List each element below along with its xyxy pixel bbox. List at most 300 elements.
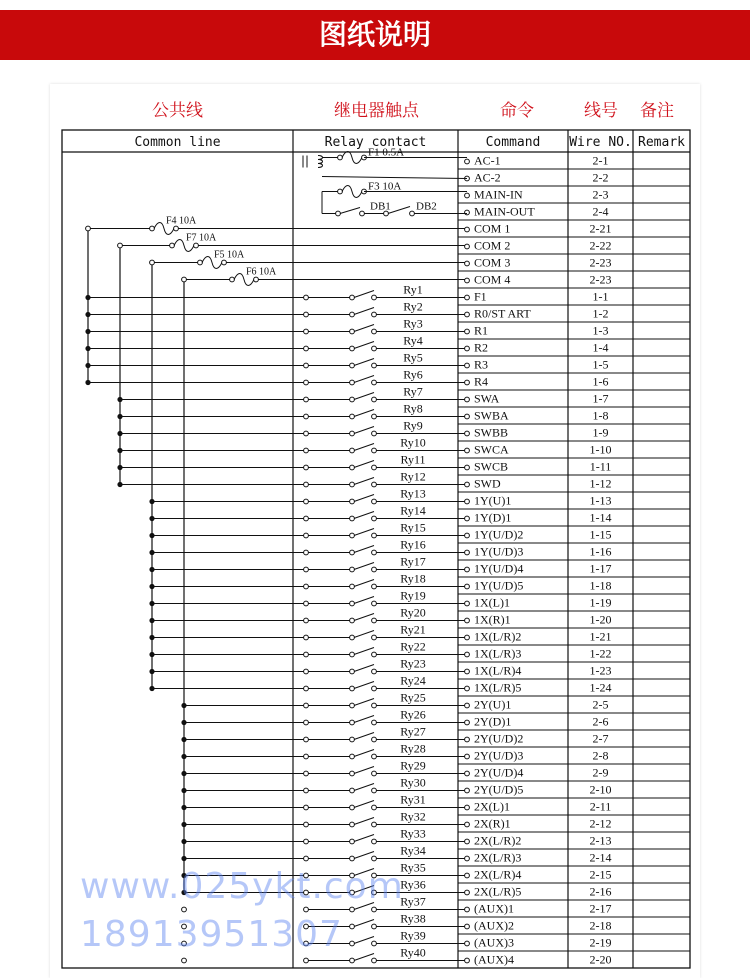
relay-terminal-icon — [350, 397, 355, 402]
relay-terminal-icon — [372, 941, 377, 946]
label: COM 2 — [474, 238, 511, 253]
fuse-terminal-icon — [174, 226, 179, 231]
relay-switch-blade-icon — [354, 648, 374, 655]
relay-terminal-icon — [372, 601, 377, 606]
relay-terminal-icon — [372, 465, 377, 470]
relay-switch-blade-icon — [354, 733, 374, 740]
relay-terminal-icon — [350, 363, 355, 368]
relay-label: Ry30 — [400, 775, 426, 790]
label: AC-1 — [474, 153, 501, 168]
relay-terminal-icon — [304, 431, 309, 436]
command-terminal-icon — [465, 159, 470, 164]
relay-label: Ry20 — [400, 605, 426, 620]
relay-terminal-icon — [350, 499, 355, 504]
relay-terminal-icon — [350, 652, 355, 657]
label: R1 — [474, 323, 489, 338]
relay-terminal-icon — [350, 754, 355, 759]
relay-terminal-icon — [372, 618, 377, 623]
label: 1-20 — [589, 612, 612, 627]
relay-terminal-icon — [372, 771, 377, 776]
label: DB2 — [416, 200, 437, 213]
relay-terminal-icon — [350, 312, 355, 317]
cn-header-common: 公共线 — [152, 101, 203, 121]
relay-switch-blade-icon — [354, 920, 374, 927]
label: DB1 — [370, 200, 391, 213]
command-terminal-icon — [465, 312, 470, 317]
relay-terminal-icon — [350, 618, 355, 623]
common-terminal-icon — [150, 260, 155, 265]
relay-terminal-icon — [350, 380, 355, 385]
relay-label: Ry19 — [400, 588, 426, 603]
label: 1-3 — [592, 323, 609, 338]
label: 1-10 — [589, 442, 612, 457]
label: 2Y(U/D)3 — [474, 748, 524, 763]
relay-terminal-icon — [350, 669, 355, 674]
relay-terminal-icon — [304, 397, 309, 402]
label: 2X(L/R)3 — [474, 850, 522, 865]
relay-terminal-icon — [372, 924, 377, 929]
label: SWD — [474, 476, 501, 491]
relay-terminal-icon — [372, 822, 377, 827]
relay-label: Ry6 — [403, 367, 423, 382]
common-terminal-icon — [118, 243, 123, 248]
relay-terminal-icon — [372, 363, 377, 368]
relay-terminal-icon — [350, 686, 355, 691]
label: 2-4 — [592, 204, 609, 219]
relay-terminal-icon — [350, 295, 355, 300]
fuse-terminal-icon — [198, 260, 203, 265]
relay-terminal-icon — [304, 380, 309, 385]
fuse-terminal-icon — [230, 277, 235, 282]
relay-terminal-icon — [372, 431, 377, 436]
label: F3 10A — [368, 180, 402, 193]
label: 1X(L)1 — [474, 595, 510, 610]
label: 2-1 — [592, 153, 609, 168]
label: 2-10 — [589, 782, 612, 797]
relay-label: Ry15 — [400, 520, 426, 535]
switch-blade-icon — [340, 208, 360, 214]
label: 2X(R)1 — [474, 816, 511, 831]
relay-terminal-icon — [372, 788, 377, 793]
relay-switch-blade-icon — [354, 682, 374, 689]
relay-switch-blade-icon — [354, 393, 374, 400]
common-terminal-icon — [182, 907, 187, 912]
label: 2-17 — [589, 901, 612, 916]
relay-terminal-icon — [304, 499, 309, 504]
relay-label: Ry36 — [400, 877, 426, 892]
relay-label: Ry1 — [403, 282, 423, 297]
relay-switch-blade-icon — [354, 580, 374, 587]
label: COM 4 — [474, 272, 511, 287]
coil-icon — [318, 156, 323, 168]
label: 2-3 — [592, 187, 609, 202]
relay-label: Ry35 — [400, 860, 426, 875]
label: 2-14 — [589, 850, 612, 865]
command-terminal-icon — [465, 380, 470, 385]
relay-terminal-icon — [350, 329, 355, 334]
fuse-terminal-icon — [338, 189, 343, 194]
label: AC-2 — [474, 170, 501, 185]
relay-terminal-icon — [304, 941, 309, 946]
relay-label: Ry38 — [400, 911, 426, 926]
relay-terminal-icon — [350, 635, 355, 640]
label: 2-9 — [592, 765, 609, 780]
relay-terminal-icon — [350, 788, 355, 793]
command-terminal-icon — [465, 686, 470, 691]
relay-terminal-icon — [350, 448, 355, 453]
relay-terminal-icon — [304, 873, 309, 878]
command-terminal-icon — [465, 805, 470, 810]
relay-switch-blade-icon — [354, 325, 374, 332]
relay-label: Ry27 — [400, 724, 426, 739]
relay-terminal-icon — [372, 567, 377, 572]
command-terminal-icon — [465, 363, 470, 368]
relay-switch-blade-icon — [354, 597, 374, 604]
relay-terminal-icon — [304, 584, 309, 589]
label: 2-21 — [589, 221, 612, 236]
relay-label: Ry12 — [400, 469, 426, 484]
relay-terminal-icon — [304, 533, 309, 538]
relay-terminal-icon — [350, 346, 355, 351]
fuse-icon — [342, 186, 362, 198]
label: F4 10A — [166, 215, 197, 227]
relay-switch-blade-icon — [354, 359, 374, 366]
relay-terminal-icon — [372, 635, 377, 640]
relay-label: Ry39 — [400, 928, 426, 943]
relay-terminal-icon — [304, 567, 309, 572]
relay-switch-blade-icon — [354, 903, 374, 910]
relay-switch-blade-icon — [354, 308, 374, 315]
label: 1-16 — [589, 544, 612, 559]
relay-terminal-icon — [372, 499, 377, 504]
label: 2Y(U/D)4 — [474, 765, 524, 780]
label: (AUX)2 — [474, 918, 514, 933]
label: Relay contact — [324, 135, 427, 150]
label: 2-23 — [589, 272, 612, 287]
relay-terminal-icon — [350, 414, 355, 419]
relay-terminal-icon — [304, 363, 309, 368]
relay-terminal-icon — [304, 312, 309, 317]
command-terminal-icon — [465, 822, 470, 827]
label: 1-4 — [592, 340, 609, 355]
relay-switch-blade-icon — [354, 427, 374, 434]
label: 1-12 — [589, 476, 612, 491]
relay-switch-blade-icon — [354, 410, 374, 417]
relay-terminal-icon — [304, 958, 309, 963]
label: F1 0.5A — [368, 146, 405, 159]
command-terminal-icon — [465, 465, 470, 470]
relay-terminal-icon — [372, 397, 377, 402]
common-terminal-icon — [182, 924, 187, 929]
relay-terminal-icon — [350, 516, 355, 521]
relay-terminal-icon — [304, 805, 309, 810]
command-terminal-icon — [465, 788, 470, 793]
label: R4 — [474, 374, 489, 389]
relay-terminal-icon — [372, 890, 377, 895]
relay-terminal-icon — [304, 516, 309, 521]
command-terminal-icon — [465, 499, 470, 504]
relay-switch-blade-icon — [354, 784, 374, 791]
fuse-terminal-icon — [254, 277, 259, 282]
label: 1-13 — [589, 493, 612, 508]
label: 2-19 — [589, 935, 612, 950]
fuse-terminal-icon — [194, 243, 199, 248]
command-terminal-icon — [465, 431, 470, 436]
relay-terminal-icon — [304, 924, 309, 929]
relay-terminal-icon — [304, 737, 309, 742]
command-terminal-icon — [465, 227, 470, 232]
relay-label: Ry34 — [400, 843, 426, 858]
label: 1-14 — [589, 510, 612, 525]
command-terminal-icon — [465, 754, 470, 759]
label: 2-13 — [589, 833, 612, 848]
relay-terminal-icon — [372, 414, 377, 419]
relay-terminal-icon — [304, 652, 309, 657]
relay-label: Ry21 — [400, 622, 426, 637]
relay-label: Ry9 — [403, 418, 423, 433]
relay-terminal-icon — [304, 414, 309, 419]
fuse-icon — [342, 152, 362, 164]
command-terminal-icon — [465, 567, 470, 572]
relay-terminal-icon — [350, 533, 355, 538]
relay-terminal-icon — [304, 788, 309, 793]
relay-terminal-icon — [350, 805, 355, 810]
common-terminal-icon — [182, 958, 187, 963]
command-terminal-icon — [465, 244, 470, 249]
fuse-terminal-icon — [170, 243, 175, 248]
label: 2Y(U/D)5 — [474, 782, 524, 797]
label: 2-2 — [592, 170, 609, 185]
relay-terminal-icon — [304, 601, 309, 606]
relay-terminal-icon — [304, 686, 309, 691]
label: R3 — [474, 357, 489, 372]
relay-terminal-icon — [304, 754, 309, 759]
command-terminal-icon — [465, 295, 470, 300]
relay-switch-blade-icon — [354, 767, 374, 774]
relay-label: Ry5 — [403, 350, 423, 365]
relay-terminal-icon — [372, 329, 377, 334]
label: 1-5 — [592, 357, 609, 372]
relay-label: Ry22 — [400, 639, 426, 654]
relay-label: Ry37 — [400, 894, 426, 909]
relay-terminal-icon — [372, 295, 377, 300]
label: SWA — [474, 391, 500, 406]
relay-switch-blade-icon — [354, 716, 374, 723]
relay-terminal-icon — [350, 958, 355, 963]
command-terminal-icon — [465, 856, 470, 861]
relay-label: Ry26 — [400, 707, 426, 722]
command-terminal-icon — [465, 550, 470, 555]
label: R2 — [474, 340, 489, 355]
relay-terminal-icon — [350, 550, 355, 555]
label: 2-20 — [589, 952, 612, 967]
fuse-terminal-icon — [222, 260, 227, 265]
relay-switch-blade-icon — [354, 852, 374, 859]
relay-terminal-icon — [350, 482, 355, 487]
relay-terminal-icon — [372, 482, 377, 487]
relay-terminal-icon — [304, 448, 309, 453]
label: 1-11 — [589, 459, 612, 474]
relay-terminal-icon — [372, 737, 377, 742]
relay-label: Ry7 — [403, 384, 423, 399]
relay-terminal-icon — [372, 312, 377, 317]
relay-terminal-icon — [350, 465, 355, 470]
relay-label: Ry10 — [400, 435, 426, 450]
label: 1-17 — [589, 561, 612, 576]
label: 1-7 — [592, 391, 609, 406]
relay-label: Ry4 — [403, 333, 423, 348]
relay-terminal-icon — [350, 839, 355, 844]
label: 2-5 — [592, 697, 609, 712]
command-terminal-icon — [465, 261, 470, 266]
label: SWCA — [474, 442, 509, 457]
label: F1 — [474, 289, 487, 304]
label: 1X(L/R)5 — [474, 680, 522, 695]
relay-switch-blade-icon — [354, 291, 374, 298]
relay-label: Ry25 — [400, 690, 426, 705]
relay-terminal-icon — [372, 873, 377, 878]
label: Common line — [134, 135, 221, 150]
label: 1-21 — [589, 629, 612, 644]
relay-label: Ry24 — [400, 673, 426, 688]
label: 1-23 — [589, 663, 612, 678]
relay-terminal-icon — [304, 465, 309, 470]
relay-switch-blade-icon — [354, 699, 374, 706]
relay-label: Ry33 — [400, 826, 426, 841]
relay-switch-blade-icon — [354, 444, 374, 451]
relay-terminal-icon — [372, 754, 377, 759]
label: 2X(L/R)4 — [474, 867, 522, 882]
label: 1Y(U/D)3 — [474, 544, 524, 559]
relay-terminal-icon — [350, 567, 355, 572]
label: F7 10A — [186, 232, 217, 244]
relay-terminal-icon — [350, 822, 355, 827]
label: SWBA — [474, 408, 509, 423]
relay-switch-blade-icon — [354, 954, 374, 961]
command-terminal-icon — [465, 346, 470, 351]
relay-terminal-icon — [304, 329, 309, 334]
relay-terminal-icon — [350, 601, 355, 606]
command-terminal-icon — [465, 652, 470, 657]
label: 1-2 — [592, 306, 609, 321]
label: 2Y(D)1 — [474, 714, 512, 729]
command-terminal-icon — [465, 210, 470, 215]
label: COM 1 — [474, 221, 511, 236]
fuse-terminal-icon — [338, 155, 343, 160]
relay-terminal-icon — [372, 669, 377, 674]
label: 1-19 — [589, 595, 612, 610]
cn-header-relay: 继电器触点 — [334, 101, 419, 121]
relay-switch-blade-icon — [354, 614, 374, 621]
relay-terminal-icon — [372, 839, 377, 844]
relay-terminal-icon — [304, 295, 309, 300]
relay-terminal-icon — [372, 907, 377, 912]
relay-label: Ry8 — [403, 401, 423, 416]
label: Remark — [638, 135, 685, 150]
relay-label: Ry3 — [403, 316, 423, 331]
relay-switch-blade-icon — [354, 835, 374, 842]
label: 1Y(U/D)4 — [474, 561, 524, 576]
relay-terminal-icon — [372, 380, 377, 385]
relay-label: Ry31 — [400, 792, 426, 807]
relay-switch-blade-icon — [354, 886, 374, 893]
switch-blade-icon — [388, 207, 410, 214]
label: 2Y(U)1 — [474, 697, 512, 712]
label: Wire NO. — [569, 135, 632, 150]
label: MAIN-OUT — [474, 204, 535, 219]
command-terminal-icon — [465, 873, 470, 878]
command-terminal-icon — [465, 839, 470, 844]
relay-terminal-icon — [350, 890, 355, 895]
command-terminal-icon — [465, 737, 470, 742]
label: 1X(L/R)3 — [474, 646, 522, 661]
relay-switch-blade-icon — [354, 342, 374, 349]
relay-switch-blade-icon — [354, 529, 374, 536]
label: 2-16 — [589, 884, 612, 899]
label: 2-11 — [589, 799, 612, 814]
command-terminal-icon — [465, 703, 470, 708]
relay-terminal-icon — [350, 703, 355, 708]
relay-switch-blade-icon — [354, 750, 374, 757]
relay-terminal-icon — [304, 771, 309, 776]
label: 1-8 — [592, 408, 609, 423]
relay-switch-blade-icon — [354, 546, 374, 553]
label: R0/ST ART — [474, 306, 531, 321]
relay-terminal-icon — [304, 907, 309, 912]
relay-label: Ry29 — [400, 758, 426, 773]
watermark-phone: 18913951307 — [80, 914, 343, 955]
relay-label: Ry23 — [400, 656, 426, 671]
label: 1-22 — [589, 646, 612, 661]
label: (AUX)1 — [474, 901, 514, 916]
relay-switch-blade-icon — [354, 478, 374, 485]
relay-terminal-icon — [350, 771, 355, 776]
relay-terminal-icon — [372, 856, 377, 861]
command-terminal-icon — [465, 448, 470, 453]
common-terminal-icon — [86, 226, 91, 231]
switch-terminal-icon — [360, 211, 365, 216]
common-terminal-icon — [182, 277, 187, 282]
command-terminal-icon — [465, 601, 470, 606]
label: 2-22 — [589, 238, 612, 253]
cn-header-remark: 备注 — [640, 101, 674, 121]
label: 2Y(U/D)2 — [474, 731, 524, 746]
relay-terminal-icon — [372, 686, 377, 691]
relay-label: Ry18 — [400, 571, 426, 586]
relay-switch-blade-icon — [354, 563, 374, 570]
command-terminal-icon — [465, 618, 470, 623]
switch-terminal-icon — [336, 211, 341, 216]
label: F6 10A — [246, 266, 277, 278]
relay-terminal-icon — [350, 431, 355, 436]
relay-terminal-icon — [372, 584, 377, 589]
relay-switch-blade-icon — [354, 801, 374, 808]
command-terminal-icon — [465, 414, 470, 419]
relay-terminal-icon — [372, 516, 377, 521]
relay-switch-blade-icon — [354, 937, 374, 944]
label: 2-6 — [592, 714, 609, 729]
relay-terminal-icon — [350, 941, 355, 946]
label: SWCB — [474, 459, 509, 474]
relay-switch-blade-icon — [354, 376, 374, 383]
command-terminal-icon — [465, 397, 470, 402]
label: (AUX)4 — [474, 952, 514, 967]
relay-terminal-icon — [350, 737, 355, 742]
cn-header-command: 命令 — [500, 101, 534, 121]
label: 1X(L/R)2 — [474, 629, 522, 644]
relay-label: Ry14 — [400, 503, 426, 518]
relay-terminal-icon — [304, 856, 309, 861]
